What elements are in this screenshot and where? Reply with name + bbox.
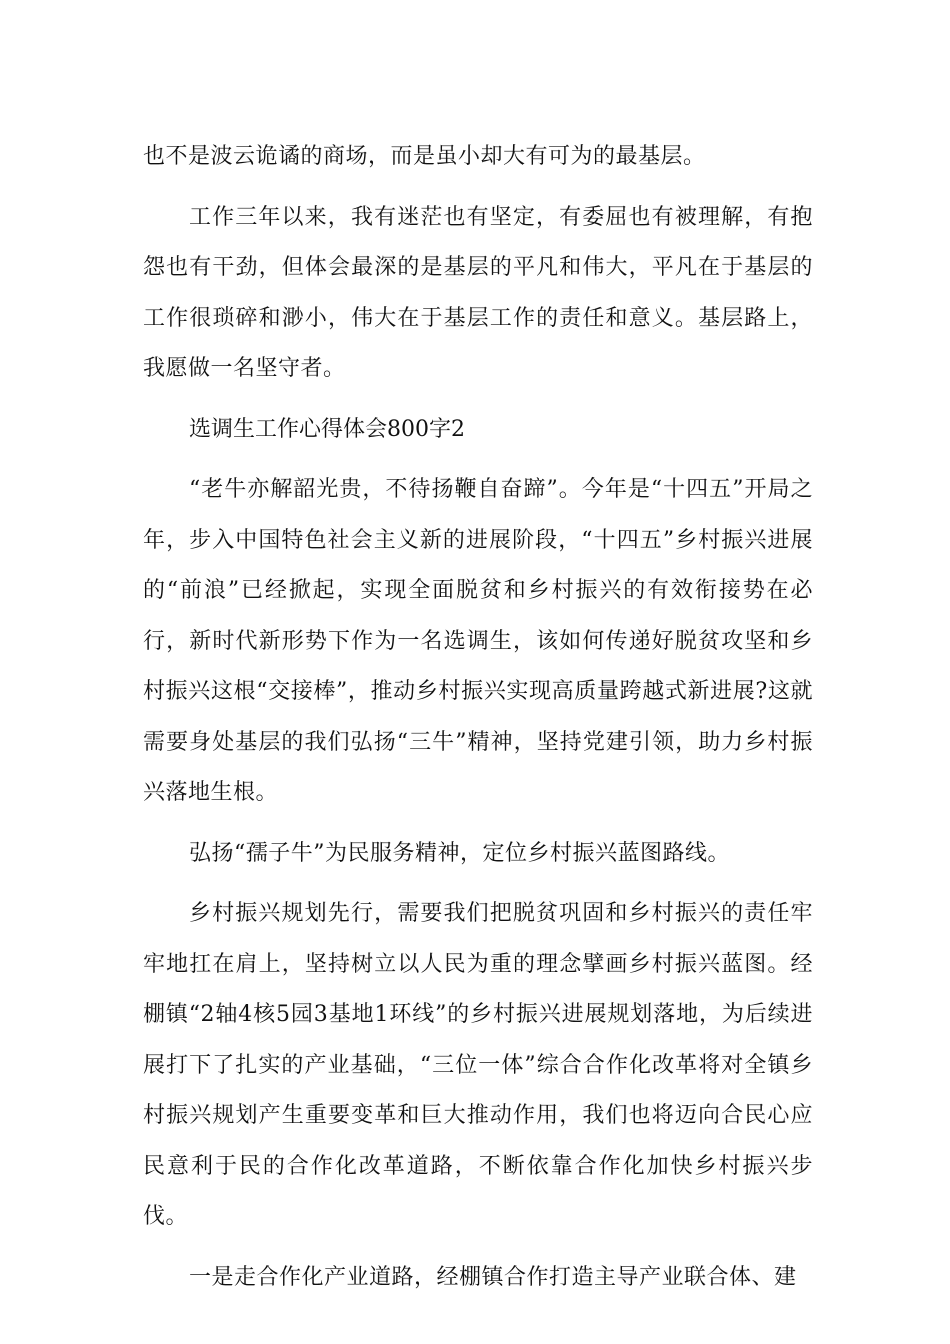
paragraph-planning: 乡村振兴规划先行，需要我们把脱贫巩固和乡村振兴的责任牢牢地扛在肩上，坚持树立以人民为重的理念擘画乡村振兴蓝图。经棚镇“2轴4核5园3基地1环线”的乡村振兴进展规划落地，为后续进展打下了扎实的产业基础，“三位一体”综合合作化改革将对全镇乡村振兴规划产生重要变革和巨大推动作用，我们也将迈向合民心应民意利于民的合作化改革道路，不断依靠合作化加快乡村振兴步伐。 <box>143 901 813 1229</box>
paragraph-service-spirit: 弘扬“孺子牛”为民服务精神，定位乡村振兴蓝图路线。 <box>189 840 730 866</box>
paragraph-cooperation: 一是走合作化产业道路，经棚镇合作打造主导产业联合体、建 <box>189 1264 797 1290</box>
paragraph-continuation: 也不是波云诡谲的商场，而是虽小却大有可为的最基层。 <box>143 144 706 169</box>
section-heading: 选调生工作心得体会800字2 <box>189 416 465 442</box>
paragraph-rural-revitalization-intro: “老牛亦解韶光贵，不待扬鞭自奋蹄”。今年是“十四五”开局之年，步入中国特色社会主义新的进展阶段，“十四五”乡村振兴进展的“前浪”已经掀起，实现全面脱贫和乡村振兴的有效衔接势在必行，新时代新形势下作为一名选调生，该如何传递好脱贫攻坚和乡村振兴这根“交接棒”，推动乡村振兴实现高质量跨越式新进展?这就需要身处基层的我们弘扬“三牛”精神，坚持党建引领，助力乡村振兴落地生根。 <box>143 477 813 805</box>
document-body <box>143 132 813 1313</box>
paragraph-work-reflection: 工作三年以来，我有迷茫也有坚定，有委屈也有被理解，有抱怨也有干劲，但体会最深的是基层的平凡和伟大，平凡在于基层的工作很琐碎和渺小，伟大在于基层工作的责任和意义。基层路上，我愿做一名坚守者。 <box>143 204 813 381</box>
